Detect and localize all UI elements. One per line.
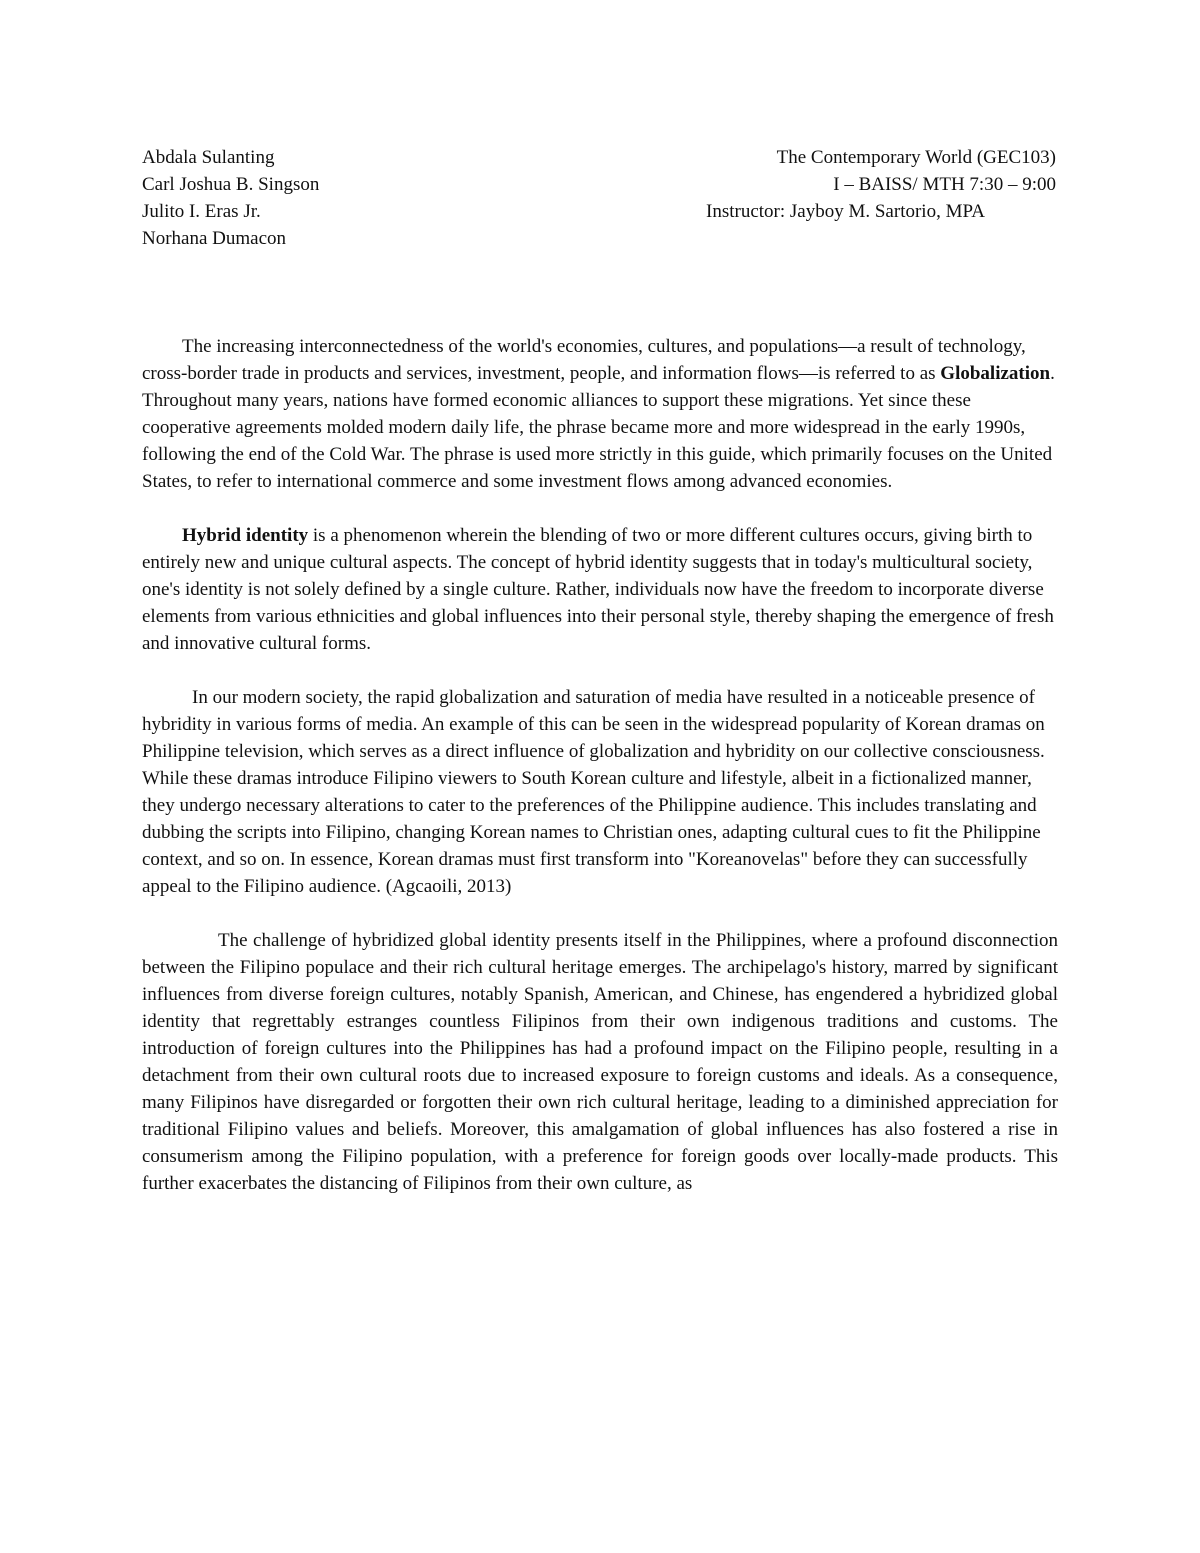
course-instructor: Instructor: Jayboy M. Sartorio, MPA xyxy=(706,201,986,222)
paragraph-philippine-identity: The challenge of hybridized global identity presents itself in the Philippines, where a profound disconnection between the Filipino populace and their rich cultural heritage emerges. The archipelago's history, marred by significant influences from diverse foreign cultures, notably Spanish, American, and Chinese, has engendered a hybridized global identity that regrettably estranges countless Filipinos from their own indigenous traditions and customs. The introduction of foreign cultures into the Philippines has had a profound impact on the Filipino people, resulting in a detachment from their own cultural roots due to increased exposure to foreign customs and ideals. As a consequence, many Filipinos have disregarded or forgotten their own rich cultural heritage, leading to a diminished appreciation for traditional Filipino values and beliefs. Moreover, this amalgamation of global influences has also fostered a rise in consumerism among the Filipino population, with a preference for foreign goods over locally-made products. This further exacerbates the distancing of Filipinos from their own culture, as xyxy=(142,930,1058,1194)
author-list xyxy=(142,144,562,252)
paragraph-text: is a phenomenon wherein the blending of two or more different cultures occurs, giving birth to entirely new and unique cultural aspects. The concept of hybrid identity suggests that in today's multicultural society, one's identity is not solely defined by a single culture. Rather, individuals now have the freedom to incorporate diverse elements from various ethnicities and global influences into their personal style, thereby shaping the emergence of fresh and innovative cultural forms. xyxy=(142,525,1054,654)
course-section: I – BAISS/ MTH 7:30 – 9:00 xyxy=(833,174,1056,195)
paragraph-globalization xyxy=(142,333,1058,495)
document-body xyxy=(142,333,1058,1224)
author-name: Julito I. Eras Jr. xyxy=(142,201,261,222)
term-hybrid-identity: Hybrid identity xyxy=(182,525,309,546)
paragraph-hybrid-identity xyxy=(142,522,1058,657)
paragraph-text: . Throughout many years, nations have formed economic alliances to support these migrations. Yet since these cooperative agreements molded modern daily life, the phrase became more and more widespread in the early 1990s, following the end of the Cold War. The phrase is used more strictly in this guide, which primarily focuses on the United States, to refer to international commerce and some investment flows among advanced economies. xyxy=(142,363,1055,492)
term-globalization: Globalization xyxy=(940,363,1051,384)
author-name: Norhana Dumacon xyxy=(142,228,287,249)
course-title: The Contemporary World (GEC103) xyxy=(776,147,1056,168)
paragraph-media-hybridity: In our modern society, the rapid globalization and saturation of media have resulted in a noticeable presence of hybridity in various forms of media. An example of this can be seen in the widespread popularity of Korean dramas on Philippine television, which serves as a direct influence of globalization and hybridity on our collective consciousness. While these dramas introduce Filipino viewers to South Korean culture and lifestyle, albeit in a fictionalized manner, they undergo necessary alterations to cater to the preferences of the Philippine audience. This includes translating and dubbing the scripts into Filipino, changing Korean names to Christian ones, adapting cultural cues to fit the Philippine context, and so on. In essence, Korean dramas must first transform into "Koreanovelas" before they can successfully appeal to the Filipino audience. (Agcaoili, 2013) xyxy=(142,687,1045,897)
author-name: Carl Joshua B. Singson xyxy=(142,174,320,195)
author-name: Abdala Sulanting xyxy=(142,147,275,168)
course-info xyxy=(640,144,1056,225)
paragraph-text: The increasing interconnectedness of the world's economies, cultures, and populations—a result of technology, cross-border trade in products and services, investment, people, and information flows—is referred to as xyxy=(142,336,1026,384)
